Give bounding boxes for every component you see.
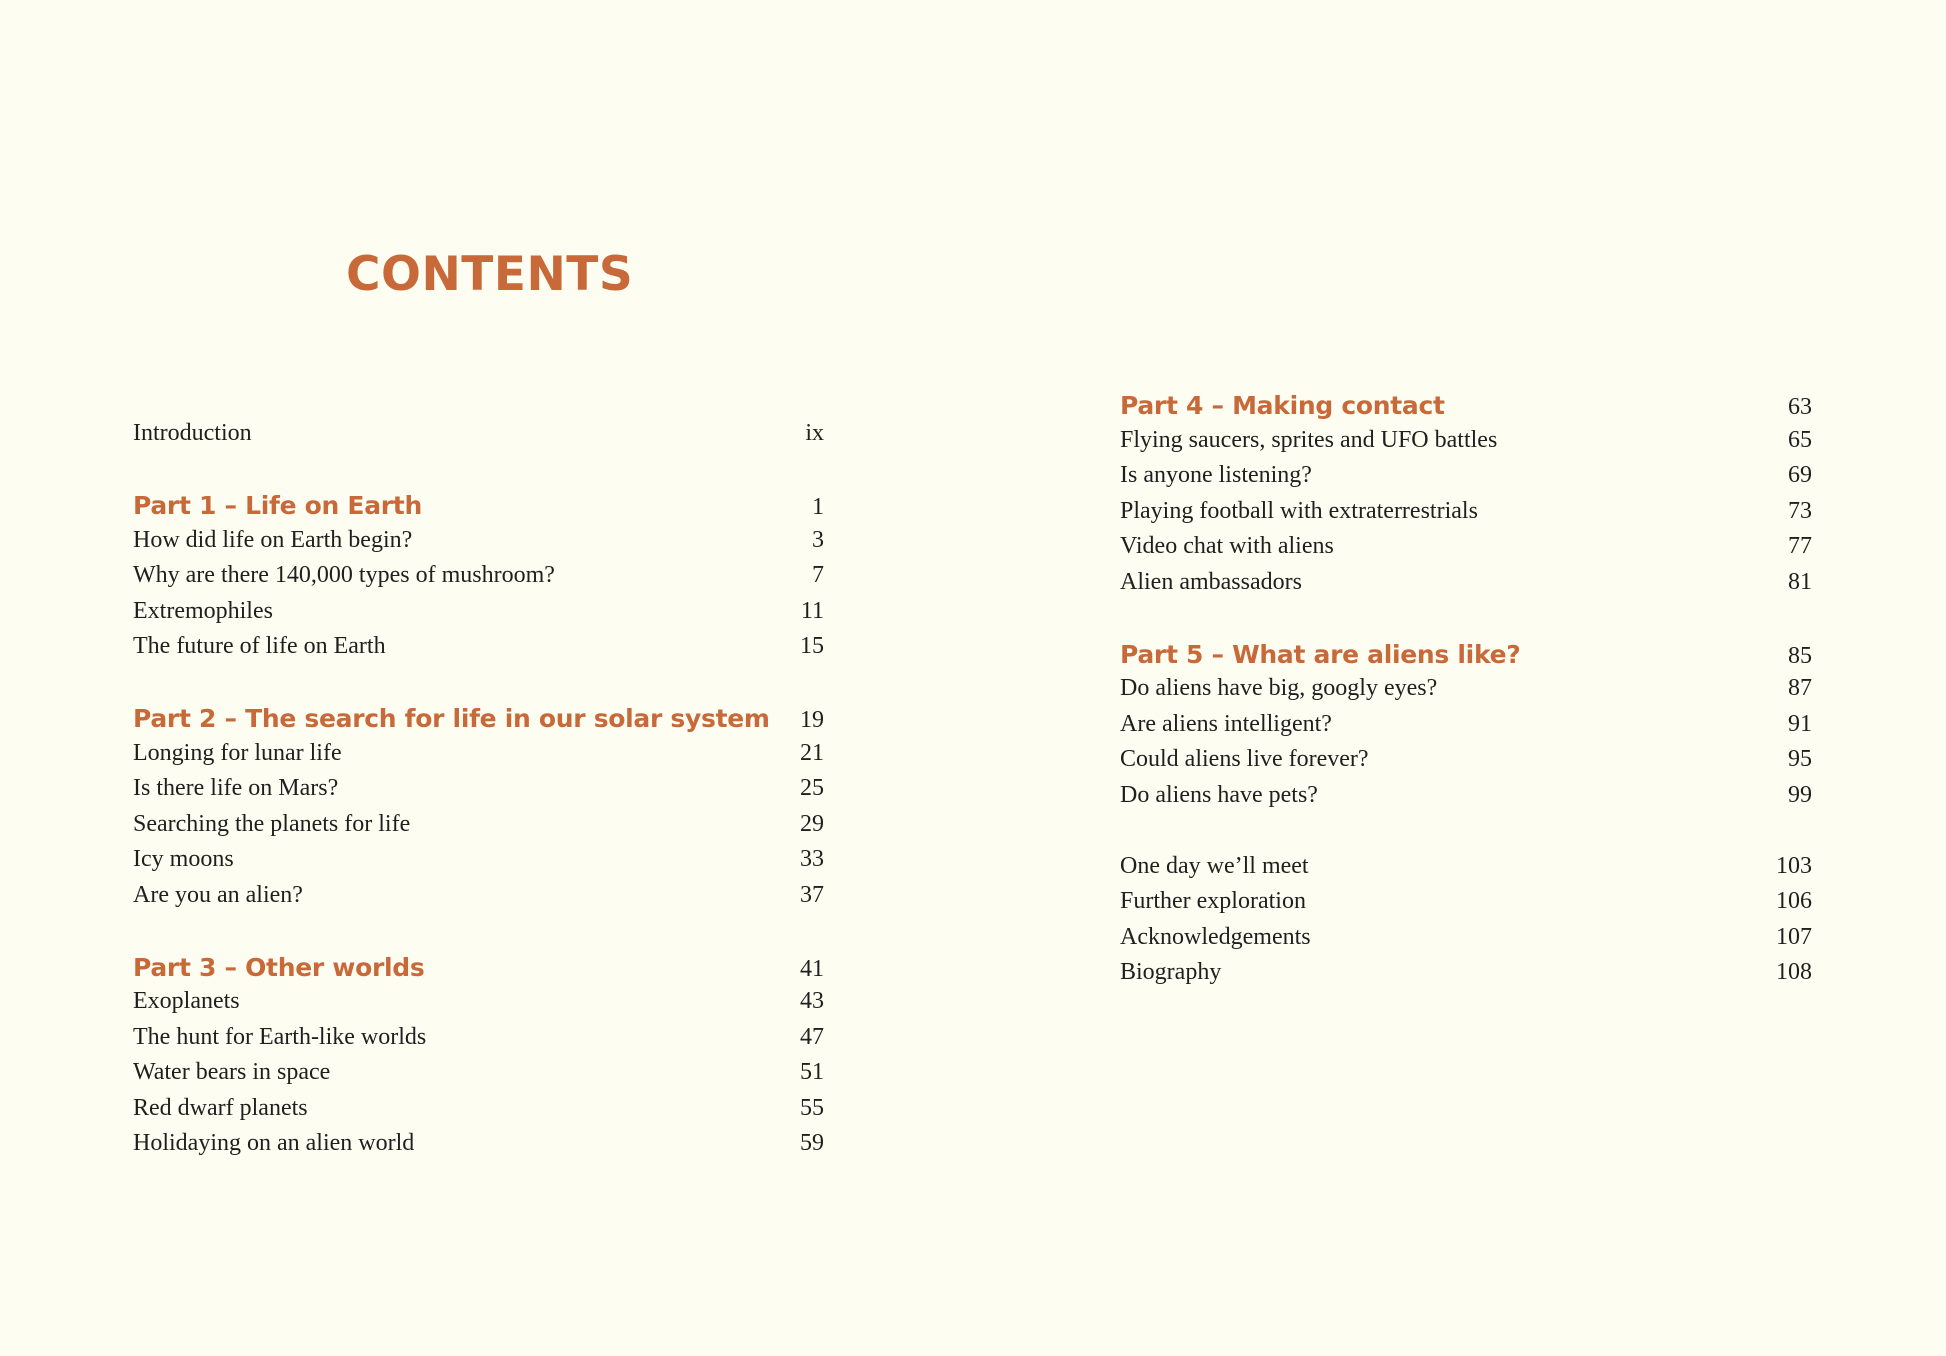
toc-part-heading-1[interactable] bbox=[133, 491, 824, 527]
part-title: Part 3 – Other worlds bbox=[133, 952, 425, 982]
entry-title: Further exploration bbox=[1120, 888, 1306, 914]
toc-part-heading-4[interactable] bbox=[1120, 391, 1812, 427]
toc-entry[interactable] bbox=[133, 775, 824, 811]
entry-page-number: 69 bbox=[1788, 462, 1812, 488]
entry-title: Searching the planets for life bbox=[133, 810, 411, 837]
entry-page-number: 25 bbox=[800, 775, 824, 801]
part-title: Part 1 – Life on Earth bbox=[133, 491, 422, 520]
entry-page-number: 87 bbox=[1788, 675, 1812, 701]
entry-page-number: 63 bbox=[1788, 394, 1812, 420]
toc-entry[interactable] bbox=[1120, 711, 1812, 747]
entry-page-number: 11 bbox=[800, 597, 824, 624]
entry-title: Is anyone listening? bbox=[1120, 462, 1312, 488]
toc-entry-back-matter[interactable] bbox=[1120, 853, 1812, 889]
entry-page-number: 81 bbox=[1788, 568, 1812, 595]
entry-title: The future of life on Earth bbox=[133, 633, 386, 659]
toc-entry[interactable] bbox=[133, 1024, 824, 1060]
entry-title: Playing football with extraterrestrials bbox=[1120, 497, 1478, 524]
toc-entry-back-matter[interactable] bbox=[1120, 959, 1812, 995]
entry-page-number: 108 bbox=[1776, 959, 1812, 985]
entry-page-number: 77 bbox=[1788, 533, 1812, 559]
entry-title: Could aliens live forever? bbox=[1120, 746, 1369, 772]
entry-title: Why are there 140,000 types of mushroom? bbox=[133, 562, 555, 588]
toc-entry[interactable] bbox=[133, 527, 824, 563]
part-title: Part 4 – Making contact bbox=[1120, 391, 1445, 420]
toc-part-heading-5[interactable] bbox=[1120, 640, 1812, 676]
entry-page-number: 73 bbox=[1788, 497, 1812, 524]
entry-page-number: 1 bbox=[812, 494, 824, 520]
toc-entry-back-matter[interactable] bbox=[1120, 888, 1812, 924]
toc-entry[interactable] bbox=[133, 1059, 824, 1095]
entry-page-number: 65 bbox=[1788, 426, 1812, 453]
entry-title: Holidaying on an alien world bbox=[133, 1130, 415, 1156]
toc-entry[interactable] bbox=[133, 740, 824, 776]
entry-page-number: 7 bbox=[812, 562, 824, 588]
entry-page-number: 91 bbox=[1788, 710, 1812, 737]
entry-page-number: 95 bbox=[1788, 746, 1812, 772]
page-title: CONTENTS bbox=[346, 247, 634, 302]
entry-page-number: 55 bbox=[800, 1094, 824, 1121]
toc-entry[interactable] bbox=[133, 811, 824, 847]
toc-entry-introduction[interactable] bbox=[133, 420, 824, 456]
part-title: Part 2 – The search for life in our solar system bbox=[133, 704, 770, 733]
toc-entry[interactable] bbox=[1120, 746, 1812, 782]
toc-entry[interactable] bbox=[133, 988, 824, 1024]
entry-title: Flying saucers, sprites and UFO battles bbox=[1120, 426, 1498, 453]
entry-title: Do aliens have pets? bbox=[1120, 781, 1318, 808]
entry-page-number: ix bbox=[805, 420, 824, 446]
entry-title: Are you an alien? bbox=[133, 881, 303, 908]
toc-entry[interactable] bbox=[133, 598, 824, 634]
entry-title: How did life on Earth begin? bbox=[133, 526, 413, 553]
toc-entry[interactable] bbox=[1120, 462, 1812, 498]
toc-part-heading-3[interactable] bbox=[133, 953, 824, 989]
entry-title: Acknowledgements bbox=[1120, 923, 1311, 950]
toc-entry[interactable] bbox=[133, 846, 824, 882]
entry-page-number: 47 bbox=[800, 1023, 824, 1050]
entry-title: Exoplanets bbox=[133, 988, 240, 1014]
toc-entry[interactable] bbox=[133, 562, 824, 598]
toc-right-column bbox=[1120, 391, 1812, 995]
toc-entry[interactable] bbox=[133, 882, 824, 918]
entry-page-number: 37 bbox=[800, 881, 824, 908]
toc-entry[interactable] bbox=[1120, 675, 1812, 711]
entry-page-number: 29 bbox=[800, 810, 824, 837]
entry-page-number: 103 bbox=[1776, 852, 1812, 879]
entry-title: Do aliens have big, googly eyes? bbox=[1120, 675, 1438, 701]
entry-title: One day we’ll meet bbox=[1120, 852, 1309, 879]
entry-page-number: 3 bbox=[812, 526, 824, 553]
entry-title: Introduction bbox=[133, 420, 252, 446]
entry-title: Extremophiles bbox=[133, 597, 273, 624]
toc-entry[interactable] bbox=[1120, 533, 1812, 569]
entry-title: Red dwarf planets bbox=[133, 1094, 308, 1121]
toc-entry[interactable] bbox=[133, 1095, 824, 1131]
entry-page-number: 59 bbox=[800, 1130, 824, 1156]
toc-entry[interactable] bbox=[1120, 498, 1812, 534]
entry-title: Water bears in space bbox=[133, 1059, 331, 1085]
part-title: Part 5 – What are aliens like? bbox=[1120, 639, 1521, 669]
entry-title: Is there life on Mars? bbox=[133, 775, 339, 801]
toc-entry-back-matter[interactable] bbox=[1120, 924, 1812, 960]
entry-page-number: 85 bbox=[1788, 642, 1812, 669]
entry-page-number: 21 bbox=[800, 739, 824, 766]
entry-title: Video chat with aliens bbox=[1120, 533, 1334, 559]
entry-page-number: 107 bbox=[1776, 923, 1812, 950]
toc-part-heading-2[interactable] bbox=[133, 704, 824, 740]
entry-page-number: 33 bbox=[800, 846, 824, 872]
toc-entry[interactable] bbox=[1120, 427, 1812, 463]
toc-entry[interactable] bbox=[1120, 569, 1812, 605]
entry-page-number: 19 bbox=[800, 707, 824, 733]
entry-title: Alien ambassadors bbox=[1120, 568, 1302, 595]
entry-title: Icy moons bbox=[133, 846, 234, 872]
entry-page-number: 106 bbox=[1776, 888, 1812, 914]
entry-title: Biography bbox=[1120, 959, 1222, 985]
toc-entry[interactable] bbox=[133, 1130, 824, 1166]
entry-page-number: 15 bbox=[800, 633, 824, 659]
entry-page-number: 43 bbox=[800, 988, 824, 1014]
entry-title: The hunt for Earth-like worlds bbox=[133, 1023, 427, 1050]
toc-entry[interactable] bbox=[1120, 782, 1812, 818]
entry-page-number: 41 bbox=[800, 955, 824, 982]
entry-title: Longing for lunar life bbox=[133, 739, 342, 766]
entry-title: Are aliens intelligent? bbox=[1120, 710, 1332, 737]
entry-page-number: 99 bbox=[1788, 781, 1812, 808]
toc-entry[interactable] bbox=[133, 633, 824, 669]
toc-left-column bbox=[133, 420, 824, 1166]
entry-page-number: 51 bbox=[800, 1059, 824, 1085]
